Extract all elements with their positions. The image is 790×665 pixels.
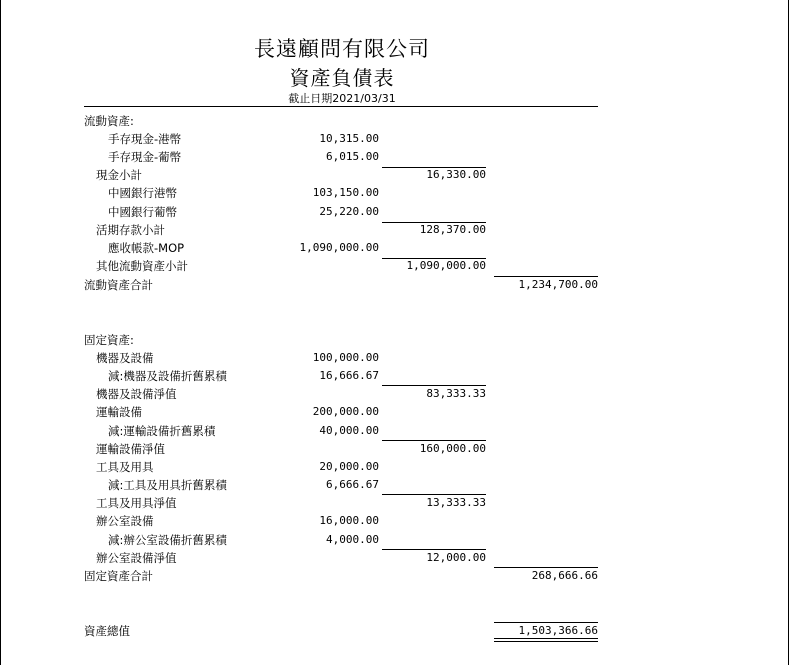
current-total-row [0,276,790,294]
receivable-label: 應收帳款-MOP [108,241,185,255]
deposit-subtotal-row [0,221,790,239]
deposit-subtotal-label: 活期存款小計 [96,223,165,237]
current-total-value: 1,234,700.00 [518,278,598,291]
grand-total-double-rule-1 [494,638,598,639]
tools-dep-row [0,476,790,494]
fixed-assets-heading-row [0,331,790,349]
boc-mop-row [0,203,790,221]
tools-value: 20,000.00 [319,460,379,473]
boc-mop-label: 中國銀行葡幣 [108,205,177,219]
transport-net-value: 160,000.00 [419,442,486,455]
cash-hkd-value: 10,315.00 [319,132,379,145]
grand-total-double-rule-2 [494,641,598,642]
office-net-row [0,549,790,567]
report-title: 資產負債表 [289,66,395,90]
current-total-label: 流動資產合計 [84,278,153,292]
cash-subtotal-row [0,166,790,184]
office-dep-label: 減:辦公室設備折舊累積 [108,533,227,547]
transport-row [0,403,790,421]
cash-mop-label: 手存現金-葡幣 [108,150,182,164]
boc-hkd-row [0,184,790,202]
machinery-dep-value: 16,666.67 [319,369,379,382]
machinery-net-row [0,385,790,403]
office-dep-row [0,531,790,549]
transport-label: 運輸設備 [96,405,142,419]
machinery-dep-label: 減:機器及設備折舊累積 [108,369,227,383]
office-row [0,512,790,530]
office-net-label: 辦公室設備淨值 [96,551,177,565]
other-subtotal-row [0,257,790,275]
cash-mop-row [0,148,790,166]
transport-value: 200,000.00 [312,405,379,418]
receivable-value: 1,090,000.00 [299,241,379,254]
tools-net-value: 13,333.33 [426,496,486,509]
header-rule [84,106,598,107]
transport-net-row [0,440,790,458]
current-assets-heading-row [0,112,790,130]
cash-subtotal-label: 現金小計 [96,168,142,182]
fixed-total-label: 固定資產合計 [84,569,153,583]
tools-net-label: 工具及用具淨值 [96,496,177,510]
other-subtotal-value: 1,090,000.00 [406,259,486,272]
current-assets-heading: 流動資產: [84,114,134,128]
grand-total-row [0,622,790,640]
tools-dep-label: 減:工具及用具折舊累積 [108,478,227,492]
cash-hkd-label: 手存現金-港幣 [108,132,182,146]
boc-hkd-label: 中國銀行港幣 [108,186,177,200]
fixed-assets-heading: 固定資產: [84,333,134,347]
cash-hkd-row [0,130,790,148]
tools-net-row [0,494,790,512]
fixed-total-row [0,567,790,585]
deposit-subtotal-value: 128,370.00 [419,223,486,236]
receivable-row [0,239,790,257]
office-dep-value: 4,000.00 [326,533,379,546]
transport-net-label: 運輸設備淨值 [96,442,165,456]
other-subtotal-label: 其他流動資產小計 [96,259,188,273]
machinery-label: 機器及設備 [96,351,154,365]
transport-dep-row [0,422,790,440]
machinery-value: 100,000.00 [312,351,379,364]
tools-dep-value: 6,666.67 [326,478,379,491]
grand-total-value: 1,503,366.66 [518,624,598,637]
company-name: 長遠顧問有限公司 [254,37,430,61]
machinery-row [0,349,790,367]
tools-row [0,458,790,476]
machinery-net-label: 機器及設備淨值 [96,387,177,401]
cash-subtotal-value: 16,330.00 [426,168,486,181]
office-label: 辦公室設備 [96,514,154,528]
machinery-net-value: 83,333.33 [426,387,486,400]
transport-dep-label: 減:運輸設備折舊累積 [108,424,216,438]
boc-hkd-value: 103,150.00 [312,186,379,199]
boc-mop-value: 25,220.00 [319,205,379,218]
cash-mop-value: 6,015.00 [326,150,379,163]
tools-label: 工具及用具 [96,460,154,474]
office-value: 16,000.00 [319,514,379,527]
grand-total-label: 資產總值 [84,624,130,638]
transport-dep-value: 40,000.00 [319,424,379,437]
machinery-dep-row [0,367,790,385]
office-net-value: 12,000.00 [426,551,486,564]
fixed-total-value: 268,666.66 [531,569,598,582]
report-date: 截止日期2021/03/31 [288,92,396,105]
